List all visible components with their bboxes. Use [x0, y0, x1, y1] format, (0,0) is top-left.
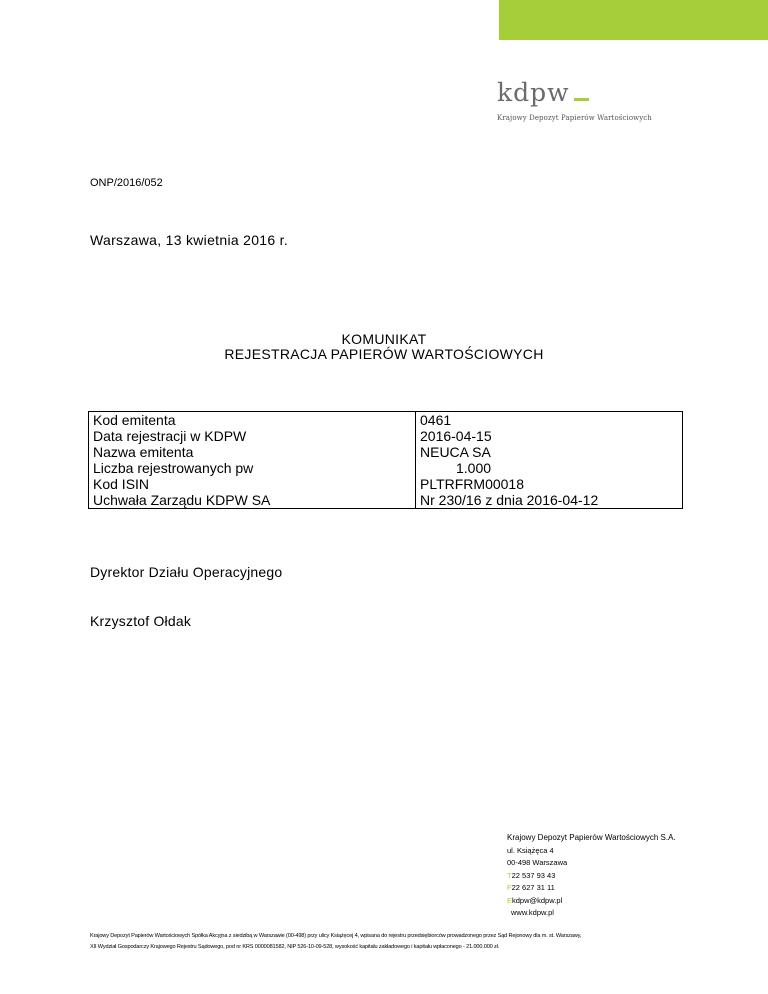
- row-label: Uchwała Zarządu KDPW SA: [89, 492, 416, 509]
- row-label: Data rejestracji w KDPW: [89, 428, 416, 444]
- email-link[interactable]: kdpw@kdpw.pl: [512, 895, 563, 905]
- logo-underscore-bar: [574, 98, 589, 101]
- signatory-title: Dyrektor Działu Operacyjnego: [90, 564, 283, 580]
- phone-prefix: T: [507, 870, 512, 880]
- phone-line: [507, 870, 676, 883]
- logo-wordmark: kdpw: [497, 78, 570, 107]
- table-row: [89, 428, 683, 444]
- document-heading: KOMUNIKAT: [341, 331, 427, 347]
- phone-number: 22 537 93 43: [511, 870, 556, 880]
- registration-table: [88, 411, 683, 509]
- signatory-name: Krzysztof Ołdak: [90, 613, 192, 629]
- row-label: Liczba rejestrowanych pw: [89, 460, 416, 476]
- fax-number: 22 627 31 11: [511, 883, 555, 892]
- table-row: [89, 412, 683, 429]
- company-address-block: [507, 832, 676, 920]
- table-row: [89, 492, 683, 509]
- row-value: Nr 230/16 z dnia 2016-04-12: [416, 492, 683, 509]
- row-label: Kod ISIN: [89, 476, 416, 492]
- table-row: [89, 444, 683, 460]
- place-and-date: Warszawa, 13 kwietnia 2016 r.: [90, 232, 289, 248]
- kdpw-logo: [497, 80, 652, 122]
- fax-prefix: F: [507, 883, 512, 892]
- brand-accent-block: [499, 0, 768, 40]
- document-subheading: REJESTRACJA PAPIERÓW WARTOŚCIOWYCH: [224, 346, 544, 362]
- row-value: PLTRFRM00018: [416, 476, 683, 492]
- table-row: [89, 476, 683, 492]
- footer-line-2: XII Wydział Gospodarczy Krajowego Rejestru Sądowego, pod nr KRS 0000081582, NIP 526-10-09-528, wysokość kapitału zakładowego i kapitału wpłaconego - 21.000.000 zł.: [90, 943, 500, 950]
- row-value: 2016-04-15: [416, 428, 683, 444]
- row-label: Nazwa emitenta: [89, 444, 416, 460]
- company-name: Krajowy Depozyt Papierów Wartościowych S.A.: [507, 833, 676, 842]
- city-address: 00-498 Warszawa: [507, 858, 568, 867]
- email-prefix: E: [507, 895, 513, 905]
- footer-line-1: Krajowy Depozyt Papierów Wartościowych Spółka Akcyjna z siedzibą w Warszawie (00-498) przy ulicy Książęcej 4, wpisana do rejestru przedsiębiorców prowadzonego przez Sąd Rejonowy dla m. st. Warszawy,: [90, 933, 582, 939]
- website-link[interactable]: www.kdpw.pl: [511, 908, 554, 917]
- legal-footer: [90, 931, 690, 952]
- row-value: 1.000: [416, 460, 683, 476]
- row-value: NEUCA SA: [416, 444, 683, 460]
- fax-line: [507, 882, 676, 895]
- row-value: 0461: [416, 412, 683, 429]
- street-address: ul. Książęca 4: [507, 845, 554, 855]
- table-row: [89, 460, 683, 476]
- document-reference: ONP/2016/052: [90, 177, 163, 189]
- row-label: Kod emitenta: [89, 412, 416, 429]
- logo-subtitle: Krajowy Depozyt Papierów Wartościowych: [497, 114, 652, 122]
- email-line: [507, 895, 676, 908]
